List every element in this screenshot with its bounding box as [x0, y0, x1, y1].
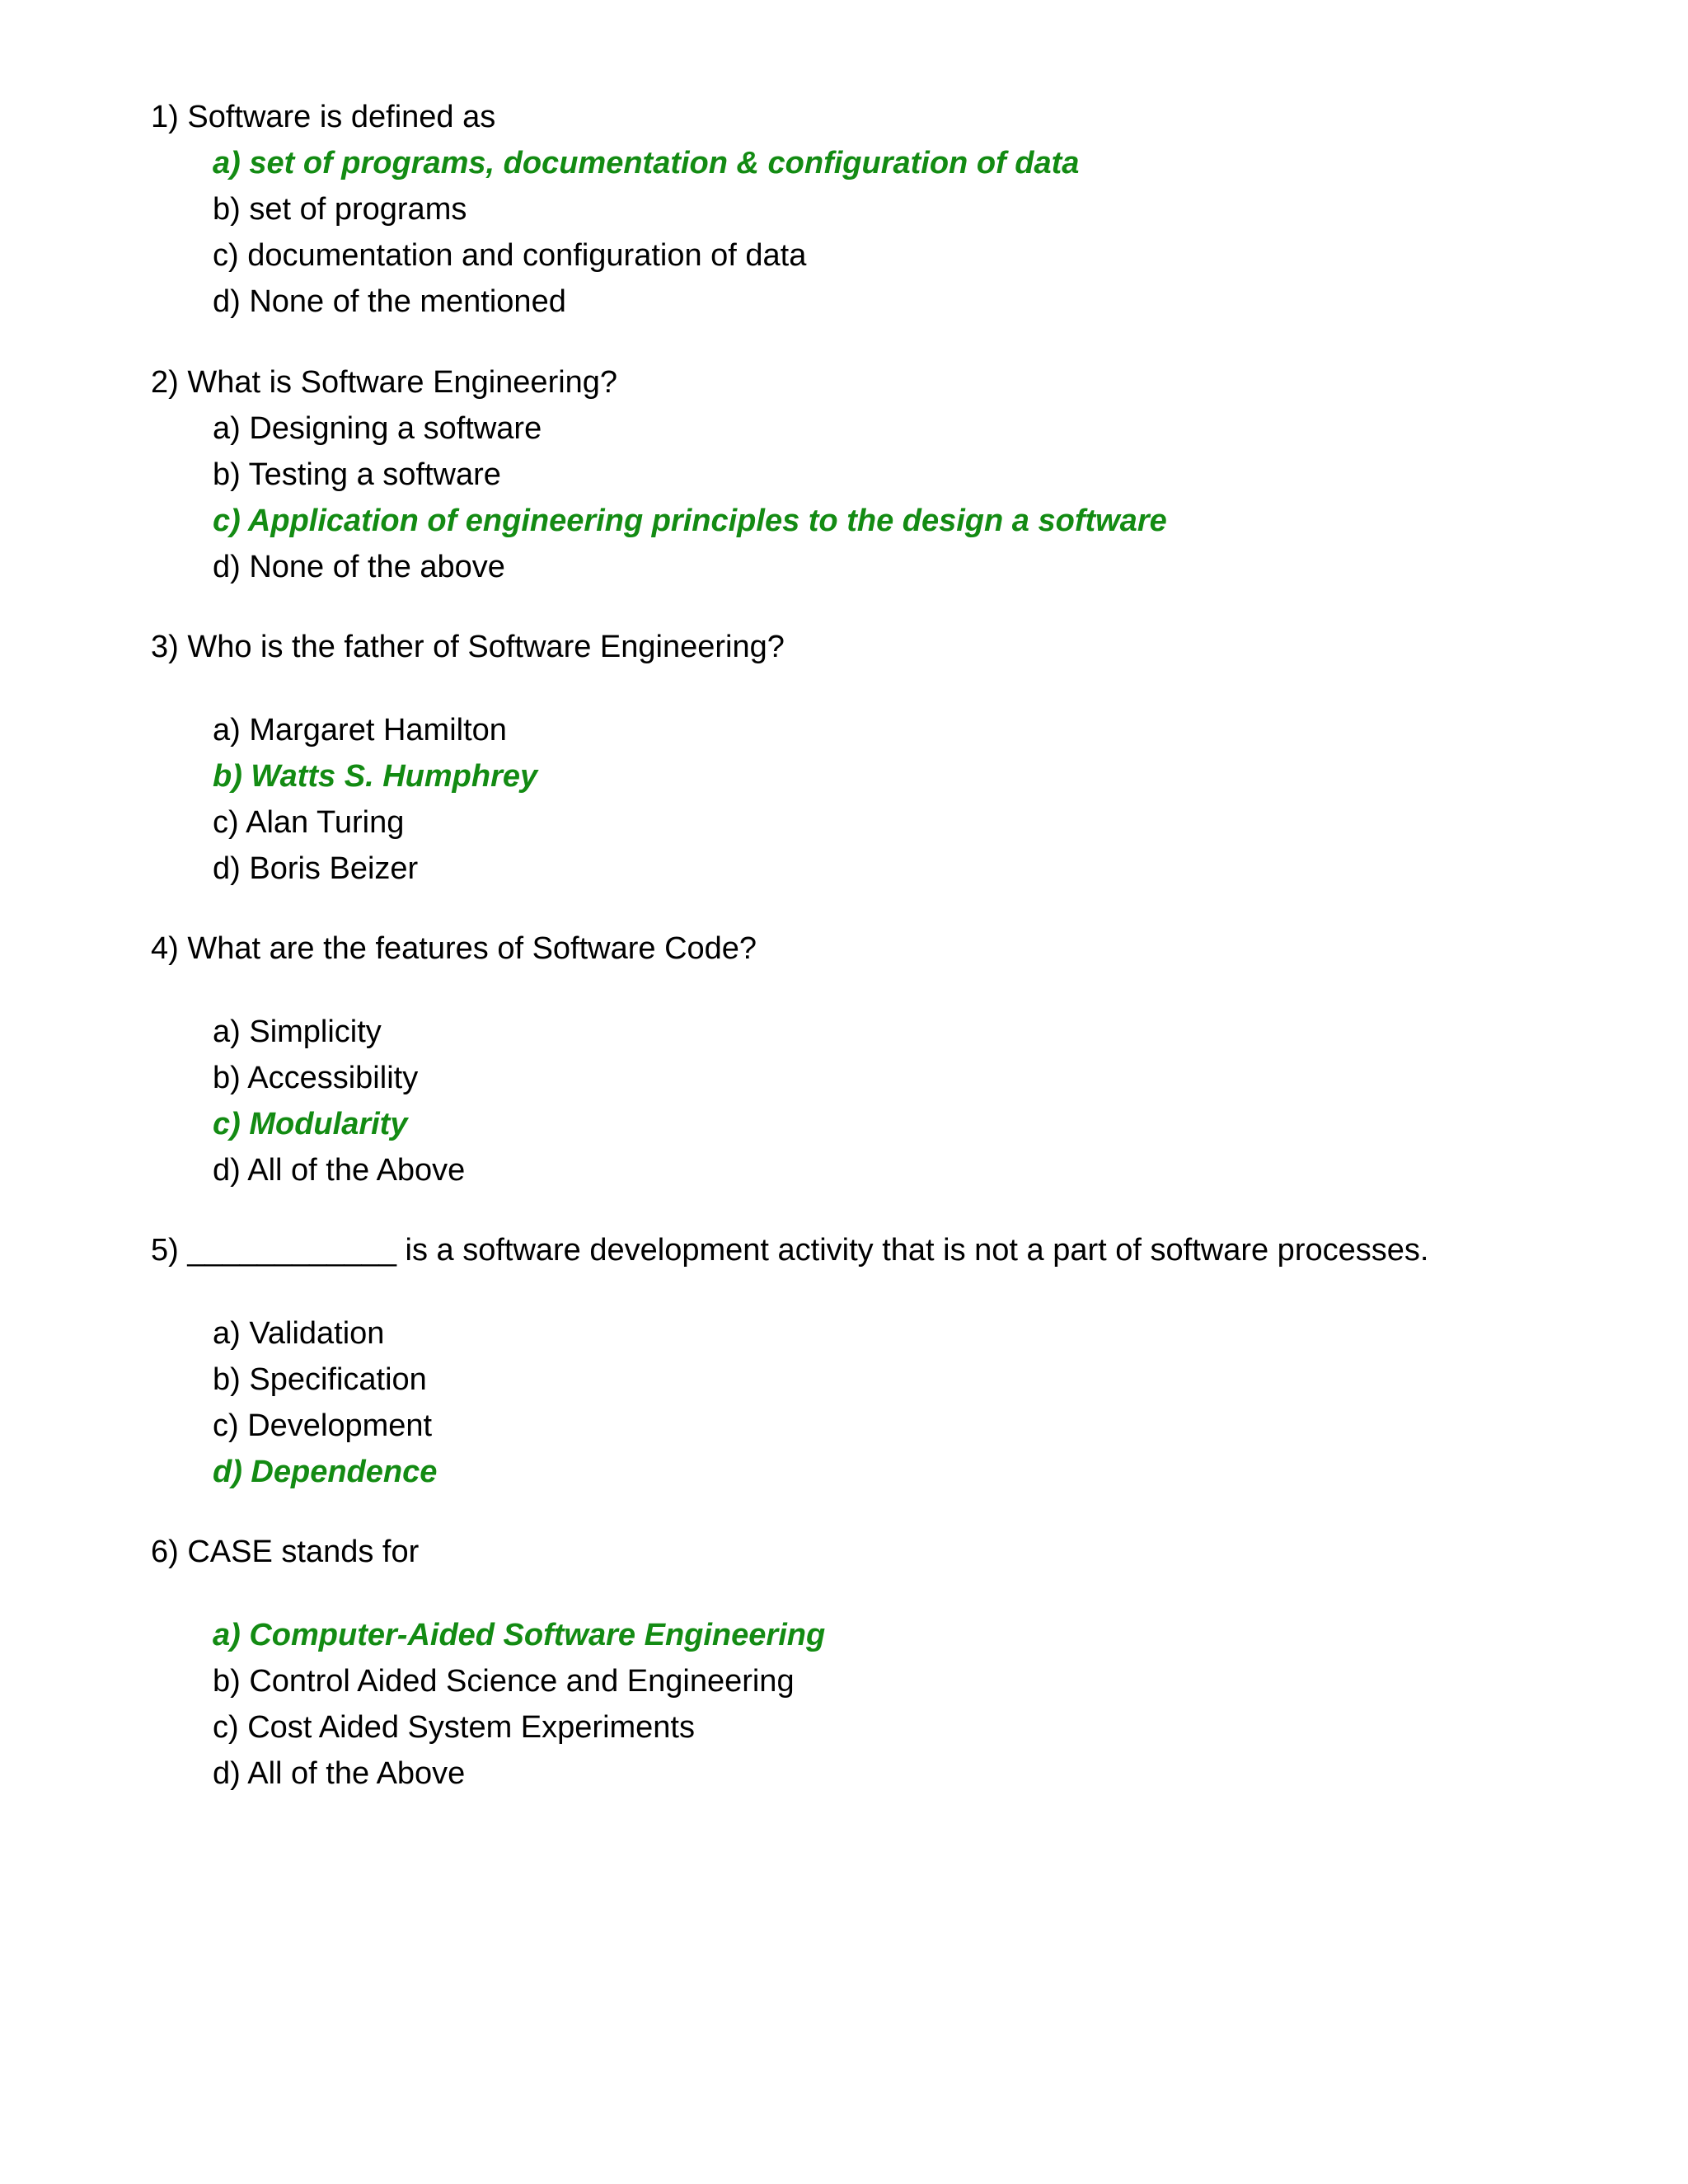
option-a: a) Computer-Aided Software Engineering — [213, 1618, 826, 1652]
option-d: d) None of the above — [213, 550, 505, 584]
question-text: 3) Who is the father of Software Engineering? — [151, 630, 785, 664]
option-b: b) Accessibility — [213, 1061, 419, 1095]
option-d: d) All of the Above — [213, 1756, 466, 1791]
option-b: b) Specification — [213, 1362, 427, 1397]
question-text: 5) ____________ is a software development activity that is not a part of software processes. — [151, 1233, 1429, 1268]
option-a: a) Designing a software — [213, 411, 542, 446]
option-d: d) Boris Beizer — [213, 851, 419, 886]
option-c: c) Application of engineering principles to the design a software — [213, 504, 1167, 538]
question-text: 6) CASE stands for — [151, 1535, 420, 1569]
option-b: b) set of programs — [213, 192, 467, 227]
option-b: b) Control Aided Science and Engineering — [213, 1664, 795, 1699]
option-b: b) Watts S. Humphrey — [213, 759, 538, 794]
question-text: 4) What are the features of Software Code? — [151, 931, 757, 966]
question-text: 1) Software is defined as — [151, 100, 496, 134]
question-text: 2) What is Software Engineering? — [151, 365, 618, 400]
option-b: b) Testing a software — [213, 457, 501, 492]
option-c: c) Cost Aided System Experiments — [213, 1710, 695, 1745]
option-c: c) documentation and configuration of data — [213, 238, 807, 273]
option-c: c) Development — [213, 1408, 433, 1443]
option-a: a) Simplicity — [213, 1015, 382, 1049]
option-c: c) Modularity — [213, 1107, 408, 1141]
option-d: d) All of the Above — [213, 1153, 466, 1188]
option-d: d) None of the mentioned — [213, 284, 566, 319]
option-a: a) Margaret Hamilton — [213, 713, 507, 748]
option-d: d) Dependence — [213, 1455, 438, 1489]
option-a: a) Validation — [213, 1316, 385, 1351]
option-a: a) set of programs, documentation & configuration of data — [213, 146, 1080, 180]
option-c: c) Alan Turing — [213, 805, 405, 840]
